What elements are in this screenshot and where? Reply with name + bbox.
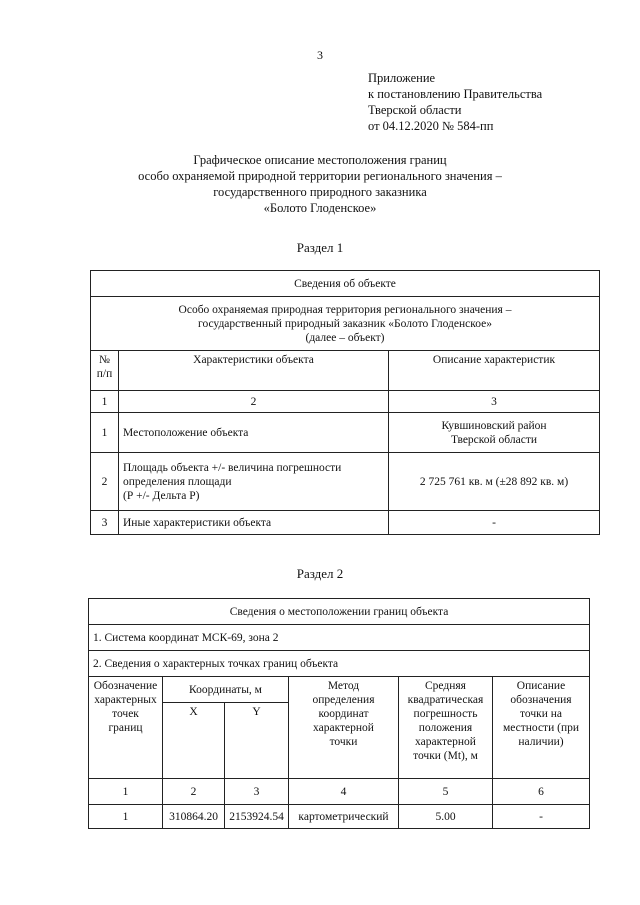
table-header: Сведения об объекте: [91, 271, 600, 297]
header-line: обозначения: [510, 694, 572, 706]
header-line: положения: [418, 722, 473, 734]
column-header-designation: [89, 677, 163, 779]
numbering-cell: 1: [89, 779, 163, 805]
point-marking: -: [493, 805, 590, 829]
point-accuracy: 5.00: [399, 805, 493, 829]
column-header-method: [289, 677, 399, 779]
header-line: Метод: [327, 680, 360, 692]
header-line: Обозначение: [93, 680, 158, 692]
header-line: определения: [312, 694, 375, 706]
numbering-cell: 2: [119, 391, 389, 413]
object-line: Особо охраняемая природная территория регионального значения –: [178, 303, 512, 316]
points-header: 2. Сведения о характерных точках границ объекта: [89, 651, 590, 677]
column-header-text: №: [99, 354, 110, 366]
header-line: квадратическая: [407, 694, 484, 706]
row-description: -: [389, 511, 600, 535]
column-header-num: [91, 351, 119, 391]
point-method: картометрический: [289, 805, 399, 829]
appendix-line: к постановлению Правительства: [368, 87, 543, 101]
description-line: Кувшиновский район: [441, 419, 547, 432]
header-line: точки: [329, 736, 358, 748]
section1-heading: Раздел 1: [296, 240, 344, 255]
object-info-table: [90, 270, 600, 535]
row-description: 2 725 761 кв. м (±28 892 кв. м): [389, 453, 600, 511]
point-id: 1: [89, 805, 163, 829]
table-row: [91, 453, 600, 511]
column-header-coordinates: Координаты, м: [163, 677, 289, 703]
numbering-cell: 6: [493, 779, 590, 805]
header-line: точек: [112, 708, 139, 720]
appendix-line: Тверской области: [368, 103, 462, 117]
numbering-cell: 5: [399, 779, 493, 805]
column-header-y: Y: [225, 703, 289, 779]
table-row: [91, 413, 600, 453]
header-line: координат: [318, 708, 369, 720]
document-title: [60, 152, 580, 216]
header-line: погрешность: [413, 708, 478, 720]
appendix-block: [368, 70, 542, 134]
header-line: Описание: [516, 680, 566, 692]
appendix-line: от 04.12.2020 № 584-пп: [368, 119, 494, 133]
header-line: Средняя: [425, 680, 466, 692]
numbering-cell: 4: [289, 779, 399, 805]
section2-heading: Раздел 2: [296, 566, 344, 581]
object-line: государственный природный заказник «Болото Глоденское»: [198, 317, 492, 330]
column-header-x: X: [163, 703, 225, 779]
title-line: государственного природного заказника: [213, 185, 427, 199]
header-line: границ: [108, 722, 143, 734]
appendix-line: Приложение: [368, 71, 436, 85]
table-row: [89, 805, 590, 829]
point-y: 2153924.54: [225, 805, 289, 829]
object-line: (далее – объект): [305, 331, 385, 344]
header-line: характерной: [313, 722, 374, 734]
boundary-points-table: [88, 598, 590, 829]
header-line: точки (Mt), м: [413, 750, 478, 762]
point-x: 310864.20: [163, 805, 225, 829]
coordinate-system: 1. Система координат МСК-69, зона 2: [89, 625, 590, 651]
column-header-marking: [493, 677, 590, 779]
page-number: 3: [317, 48, 323, 62]
row-number: 3: [91, 511, 119, 535]
column-header-accuracy: [399, 677, 493, 779]
numbering-cell: 3: [389, 391, 600, 413]
column-header-description: Описание характеристик: [389, 351, 600, 391]
title-line: Графическое описание местоположения границ: [193, 153, 447, 167]
row-number: 1: [91, 413, 119, 453]
table-row: [91, 511, 600, 535]
row-characteristic: Местоположение объекта: [119, 413, 389, 453]
row-characteristic: Иные характеристики объекта: [119, 511, 389, 535]
column-header-text: п/п: [96, 368, 113, 380]
column-header-characteristic: Характеристики объекта: [119, 351, 389, 391]
characteristic-line: Площадь объекта +/- величина погрешности: [123, 461, 342, 474]
row-characteristic: [119, 453, 389, 511]
header-line: точки на: [520, 708, 562, 720]
numbering-cell: 1: [91, 391, 119, 413]
row-description: [389, 413, 600, 453]
title-line: особо охраняемой природной территории регионального значения –: [138, 169, 502, 183]
header-line: местности (при: [502, 722, 580, 734]
characteristic-line: определения площади: [123, 475, 232, 488]
characteristic-line: (Р +/- Дельта Р): [123, 489, 200, 502]
row-number: 2: [91, 453, 119, 511]
object-name-cell: [91, 297, 600, 351]
numbering-cell: 3: [225, 779, 289, 805]
title-line: «Болото Глоденское»: [263, 201, 377, 215]
header-line: наличии): [518, 736, 564, 748]
table-header: Сведения о местоположении границ объекта: [89, 599, 590, 625]
numbering-cell: 2: [163, 779, 225, 805]
header-line: характерной: [415, 736, 476, 748]
description-line: Тверской области: [451, 433, 537, 446]
header-line: характерных: [94, 694, 157, 706]
